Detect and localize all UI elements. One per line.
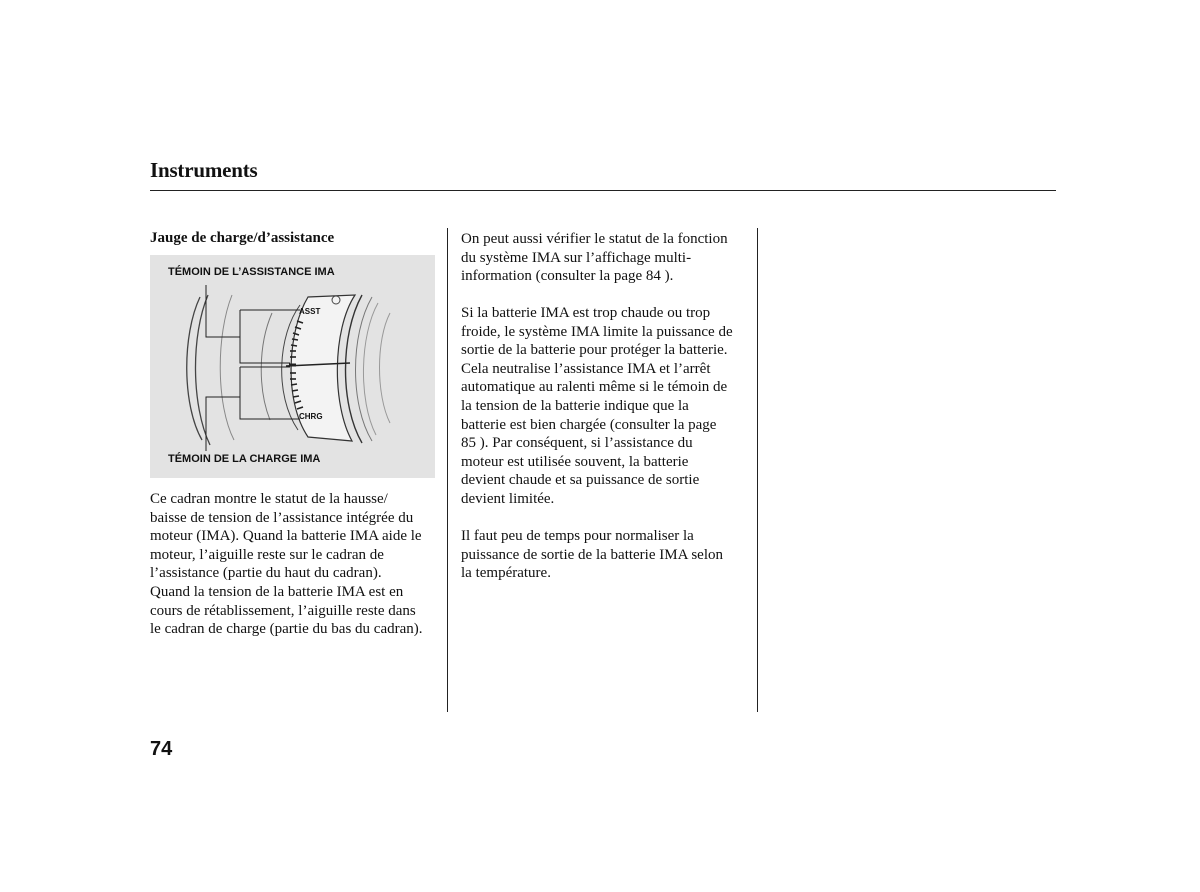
- multi-info-paragraph: On peut aussi vérifier le statut de la fonction du système IMA sur l’affichage multi- information (consulter la page 84 ).: [461, 231, 728, 285]
- gauge-description-paragraph: Ce cadran montre le statut de la hausse/ baisse de tension de l’assistance intégrée du moteur (IMA). Quand la batterie IMA aide le moteur, l’aiguille reste sur le cadran de l’assistance (partie du haut du cadran). Quand la tension de la batterie IMA est en cours de rétablissement, l’aiguille reste dans le cadran de charge (partie du bas du cadran).: [150, 491, 423, 638]
- chrg-scale-label: CHRG: [299, 412, 323, 421]
- section-heading: Jauge de charge/d’assistance: [150, 230, 335, 246]
- charge-indicator-label: TÉMOIN DE LA CHARGE IMA: [168, 453, 321, 465]
- asst-scale-label: ASST: [299, 307, 321, 316]
- title-divider: [150, 190, 1056, 191]
- normalize-output-paragraph: Il faut peu de temps pour normaliser la puissance de sortie de la batterie IMA selon la température.: [461, 528, 724, 582]
- page-title: Instruments: [150, 158, 258, 182]
- charge-assist-gauge-figure: [150, 255, 435, 478]
- page-number: 74: [150, 738, 173, 760]
- assist-indicator-label: TÉMOIN DE L’ASSISTANCE IMA: [168, 266, 335, 278]
- column-divider-right: [757, 228, 758, 712]
- gauge-illustration: [150, 255, 435, 478]
- battery-temperature-paragraph: Si la batterie IMA est trop chaude ou trop froide, le système IMA limite la puissance de sortie de la batterie pour protéger la batterie. Cela neutralise l’assistance IMA et l’arrêt automatique au ralenti même si le témoin de la tension de la batterie indique que la batterie est bien chargée (consulter la page 85 ). Par conséquent, si l’assistance du moteur est utilisée souvent, la batterie devient chaude et sa puissance de sortie devient limitée.: [461, 305, 733, 507]
- column-divider-left: [447, 228, 448, 712]
